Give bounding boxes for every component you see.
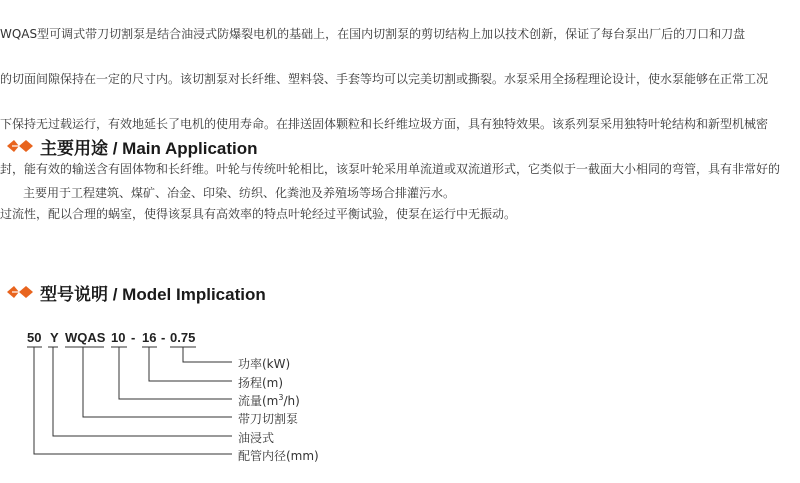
section-title: 型号说明 / Model Implication [40,284,266,304]
label-flow-pre: 流量(m [238,394,279,408]
intro-line: 的切面间隙保持在一定的尺寸内。该切割泵对长纤维、塑料袋、手套等均可以完美切割或撕裂。水泵采用全扬程理论设计，使水泵能够在正常工况 [0,71,769,86]
connector-diameter [34,347,232,454]
label-cutter: 带刀切割泵 [238,412,299,426]
label-flow-post: /h) [283,394,300,408]
code-flow: 10 [111,330,126,345]
code-power: 0.75 [170,330,196,345]
intro-line: 下保持无过载运行，有效地延长了电机的使用寿命。在排送固体颗粒和长纤维垃圾方面，具有独特效果。该系列泵采用独特叶轮结构和新型机械密 [0,116,769,131]
code-oil: Y [50,330,59,345]
label-power: 功率(kW) [238,357,291,371]
connector-flow [119,347,232,399]
connector-head [149,347,232,381]
section-title: 主要用途 / Main Application [40,138,258,158]
main-application-text: 主要用于工程建筑、煤矿、冶金、印染、纺织、化粪池及养殖场等场合排灌污水。 [23,186,456,200]
intro-line: 封，能有效的输送含有固体物和长纤维。叶轮与传统叶轮相比，该泵叶轮采用单流道或双流道形式，它类似于一截面大小相同的弯管，具有非常好的 [0,161,781,176]
code-separator: - [161,330,166,345]
label-flow [238,392,300,409]
label-flow-sup: 3 [278,393,284,402]
connector-power [183,347,232,362]
label-diameter: 配管内径(mm) [238,449,319,463]
intro-line: 过流性，配以合理的蜗室，使得该泵具有高效率的特点叶轮经过平衡试验，使泵在运行中无振动。 [0,206,517,221]
connector-oil [53,347,232,436]
label-head: 扬程(m) [238,376,284,390]
label-oil: 油浸式 [238,431,275,445]
code-series: WQAS [65,330,106,345]
code-separator: - [131,330,136,345]
code-head: 16 [142,330,157,345]
code-diameter: 50 [27,330,42,345]
connector-cutter [83,347,232,417]
intro-line: WQAS型可调式带刀切割泵是结合油浸式防爆裂电机的基础上，在国内切割泵的剪切结构上加以技术创新，保证了每台泵出厂后的刀口和刀盘 [0,26,746,41]
